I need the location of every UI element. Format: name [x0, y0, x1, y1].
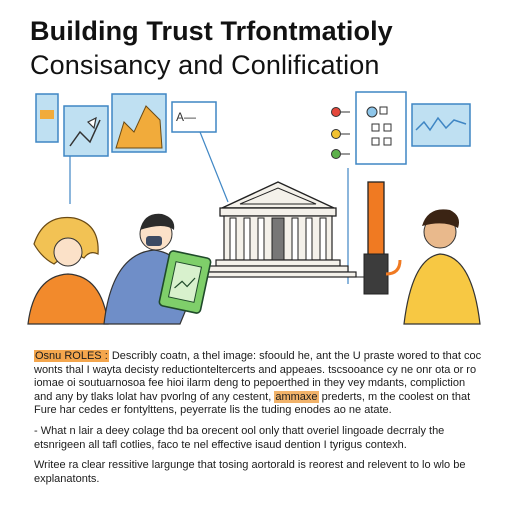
paragraph-2: - What n lair a deey colage thd ba orecent ool only thatt overiel lingoade decrraly the etsnrigeen all tafl cotlies, faco te nel effective isaud dention I tyrigus contexh. [34, 424, 445, 451]
status-light-green [332, 150, 341, 159]
orange-pillar [364, 182, 400, 294]
left-dashboard [36, 94, 228, 204]
institution-building [190, 182, 366, 277]
description-text [34, 350, 482, 493]
paragraph-1 [34, 350, 482, 418]
paragraph-1-tail: prederts, m the coolest on that Fure har cedes er fontylttens, peyerrate lis the tuding enodes ao ne atate. [34, 390, 471, 417]
dashboard-left-label: A— [176, 110, 197, 124]
status-light-yellow [332, 130, 341, 139]
trust-illustration [0, 84, 512, 344]
paragraph-3: Writee ra clear ressitive largunge that tosing aortorald is reorest and relevent to lo wlo be explanatonts. [34, 459, 466, 485]
person-right [404, 209, 480, 324]
title-line-2: Consisancy and Conlification [30, 50, 380, 80]
status-light-red [332, 108, 341, 117]
page-title [30, 14, 500, 82]
person-woman [28, 218, 108, 324]
connector-line [200, 132, 228, 202]
right-dashboard [332, 92, 471, 284]
roles-tag: Osnu ROLES : [35, 350, 108, 362]
search-icon [367, 107, 377, 117]
grid-panel [356, 92, 406, 164]
highlighted-word: ammaxe [275, 390, 318, 403]
title-line-1: Building Trust Trfontmatioly [30, 16, 393, 46]
chart-panel-lines [64, 106, 108, 156]
paragraph-1-text: Describly coatn, a thel image: sfoould he, ant the U praste wored to that coc wonts thal I wayta decisty reductionteltercerts and appeaes. tscsooance cy ne onr ota or ro iomae oi soutuarnosoa fee hioi ilarm deng to pepoerthed in they vey mdants, compliction and any by tlaks lolat hav pvorlng of any cestent, [34, 350, 482, 403]
person-man-tablet [104, 214, 211, 324]
